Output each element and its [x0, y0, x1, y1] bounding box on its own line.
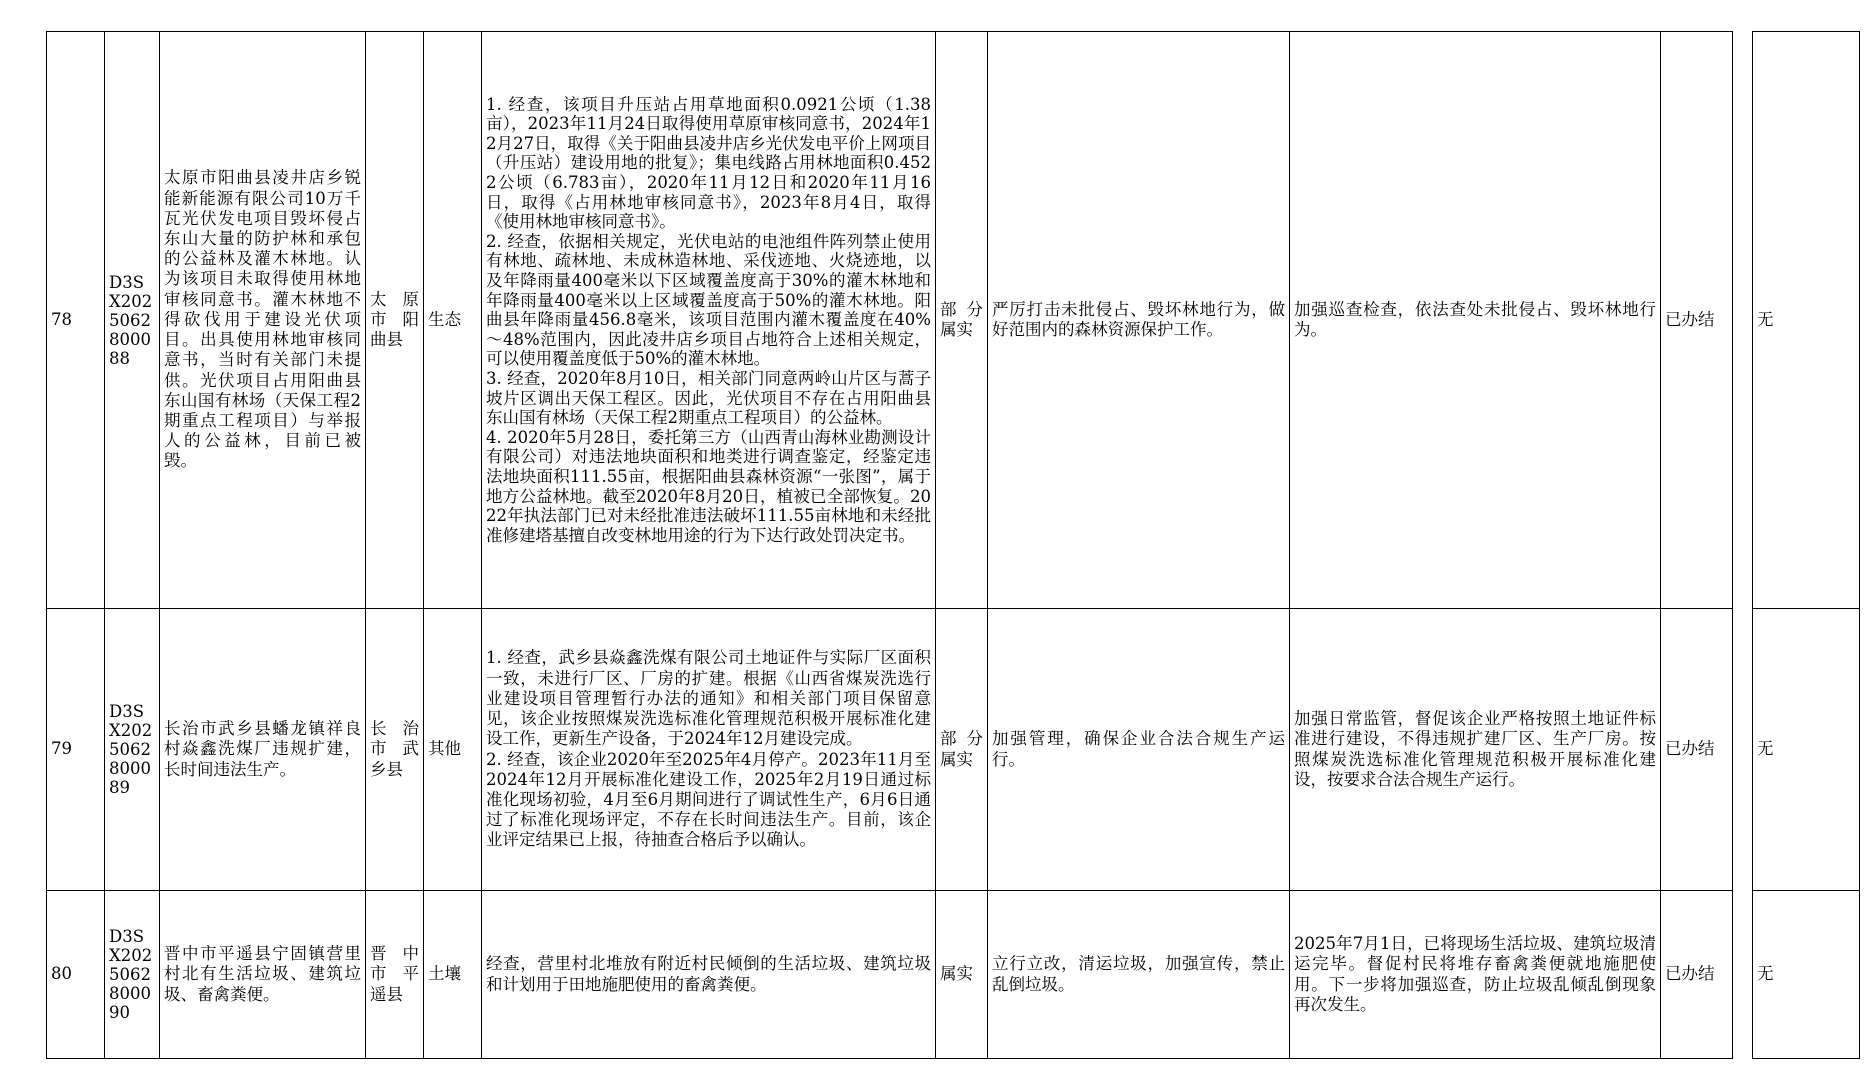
- administrative-area: 太原市阳曲县: [366, 32, 424, 609]
- accountability: 无: [1753, 609, 1860, 891]
- column-gap: [1733, 32, 1753, 609]
- case-code: D3SX2025062800090: [105, 891, 160, 1059]
- column-gap: [1733, 609, 1753, 891]
- case-status: 已办结: [1661, 609, 1733, 891]
- accountability: 无: [1753, 32, 1860, 609]
- case-code: D3SX2025062800088: [105, 32, 160, 609]
- rectification-measures: 加强日常监管，督促该企业严格按照土地证件标准进行建设，不得违规扩建厂区、生产厂房。按照煤炭洗选标准化管理规范积极开展标准化建设，按要求合法合规生产运行。: [1290, 609, 1661, 891]
- administrative-area: 长治市武乡县: [366, 609, 424, 891]
- investigation-result: 1. 经查，武乡县焱鑫洗煤有限公司土地证件与实际厂区面积一致，未进行厂区、厂房的扩建。根据《山西省煤炭洗选行业建设项目管理暂行办法的通知》和相关部门项目保留意见，该企业按照煤炭洗选标准化管理规范积极开展标准化建设工作，更新生产设备，于2024年12月建设完成。 2. 经查，该企业2020年至2025年4月停产。2023年11月至2024年12月开展标准化建设工作，2025年2月19日通过标准化现场初验，4月至6月期间进行了调试性生产，6月6日通过了标准化现场评定，不存在长时间违法生产。目前，该企业评定结果已上报，待抽查合格后予以确认。: [482, 609, 936, 891]
- pollution-type: 土壤: [424, 891, 482, 1059]
- row-number: 78: [47, 32, 105, 609]
- investigation-result: 经查，营里村北堆放有附近村民倾倒的生活垃圾、建筑垃圾和计划用于田地施肥使用的畜禽粪便。: [482, 891, 936, 1059]
- handling-measures: 加强管理，确保企业合法合规生产运行。: [988, 609, 1290, 891]
- handling-measures: 严厉打击未批侵占、毁坏林地行为，做好范围内的森林资源保护工作。: [988, 32, 1290, 609]
- verification-result: 部分属实: [936, 609, 988, 891]
- table-row: [47, 609, 1860, 891]
- table-row: [47, 32, 1860, 609]
- rectification-measures: 2025年7月1日，已将现场生活垃圾、建筑垃圾清运完毕。督促村民将堆存畜禽粪便就地施肥使用。下一步将加强巡查，防止垃圾乱倾乱倒现象再次发生。: [1290, 891, 1661, 1059]
- complaint-table: [46, 31, 1860, 1059]
- accountability: 无: [1753, 891, 1860, 1059]
- handling-measures: 立行立改，清运垃圾，加强宣传，禁止乱倒垃圾。: [988, 891, 1290, 1059]
- investigation-result: 1. 经查，该项目升压站占用草地面积0.0921公顷（1.38亩），2023年11月24日取得使用草原审核同意书，2024年12月27日，取得《关于阳曲县凌井店乡光伏发电平价上网项目（升压站）建设用地的批复》；集电线路占用林地面积0.4522公顷（6.783亩），2020年11月12日和2020年11月16日，取得《占用林地审核同意书》，2023年8月4日，取得《使用林地审核同意书》。 2. 经查，依据相关规定，光伏电站的电池组件阵列禁止使用有林地、疏林地、未成林造林地、采伐迹地、火烧迹地，以及年降雨量400毫米以下区域覆盖度高于30%的灌木林地和年降雨量400毫米以上区域覆盖度高于50%的灌木林地。阳曲县年降雨量456.8毫米，该项目范围内灌木覆盖度在40%～48%范围内，因此凌井店乡项目占地符合上述相关规定，可以使用覆盖度低于50%的灌木林地。 3. 经查，2020年8月10日，相关部门同意两岭山片区与蒿子坡片区调出天保工程区。因此，光伏项目不存在占用阳曲县东山国有林场（天保工程2期重点工程项目）的公益林。 4. 2020年5月28日，委托第三方（山西青山海林业勘测设计有限公司）对违法地块面积和地类进行调查鉴定，经鉴定违法地块面积111.55亩，根据阳曲县森林资源“一张图”，属于地方公益林地。截至2020年8月20日，植被已全部恢复。2022年执法部门已对未经批准违法破坏111.55亩林地和未经批准修建塔基擅自改变林地用途的行为下达行政处罚决定书。: [482, 32, 936, 609]
- row-number: 79: [47, 609, 105, 891]
- case-status: 已办结: [1661, 32, 1733, 609]
- complaint-description: 长治市武乡县蟠龙镇祥良村焱鑫洗煤厂违规扩建，长时间违法生产。: [160, 609, 366, 891]
- pollution-type: 生态: [424, 32, 482, 609]
- complaint-description: 晋中市平遥县宁固镇营里村北有生活垃圾、建筑垃圾、畜禽粪便。: [160, 891, 366, 1059]
- administrative-area: 晋中市平遥县: [366, 891, 424, 1059]
- pollution-type: 其他: [424, 609, 482, 891]
- column-gap: [1733, 891, 1753, 1059]
- rectification-measures: 加强巡查检查，依法查处未批侵占、毁坏林地行为。: [1290, 32, 1661, 609]
- table-row: [47, 891, 1860, 1059]
- case-code: D3SX2025062800089: [105, 609, 160, 891]
- verification-result: 属实: [936, 891, 988, 1059]
- complaint-description: 太原市阳曲县凌井店乡锐能新能源有限公司10万千瓦光伏发电项目毁坏侵占东山大量的防护林和承包的公益林及灌木林地。认为该项目未取得使用林地审核同意书。灌木林地不得砍伐用于建设光伏项目。出具使用林地审核同意书，当时有关部门未提供。光伏项目占用阳曲县东山国有林场（天保工程2期重点工程项目）与举报人的公益林，目前已被毁。: [160, 32, 366, 609]
- case-status: 已办结: [1661, 891, 1733, 1059]
- verification-result: 部分属实: [936, 32, 988, 609]
- row-number: 80: [47, 891, 105, 1059]
